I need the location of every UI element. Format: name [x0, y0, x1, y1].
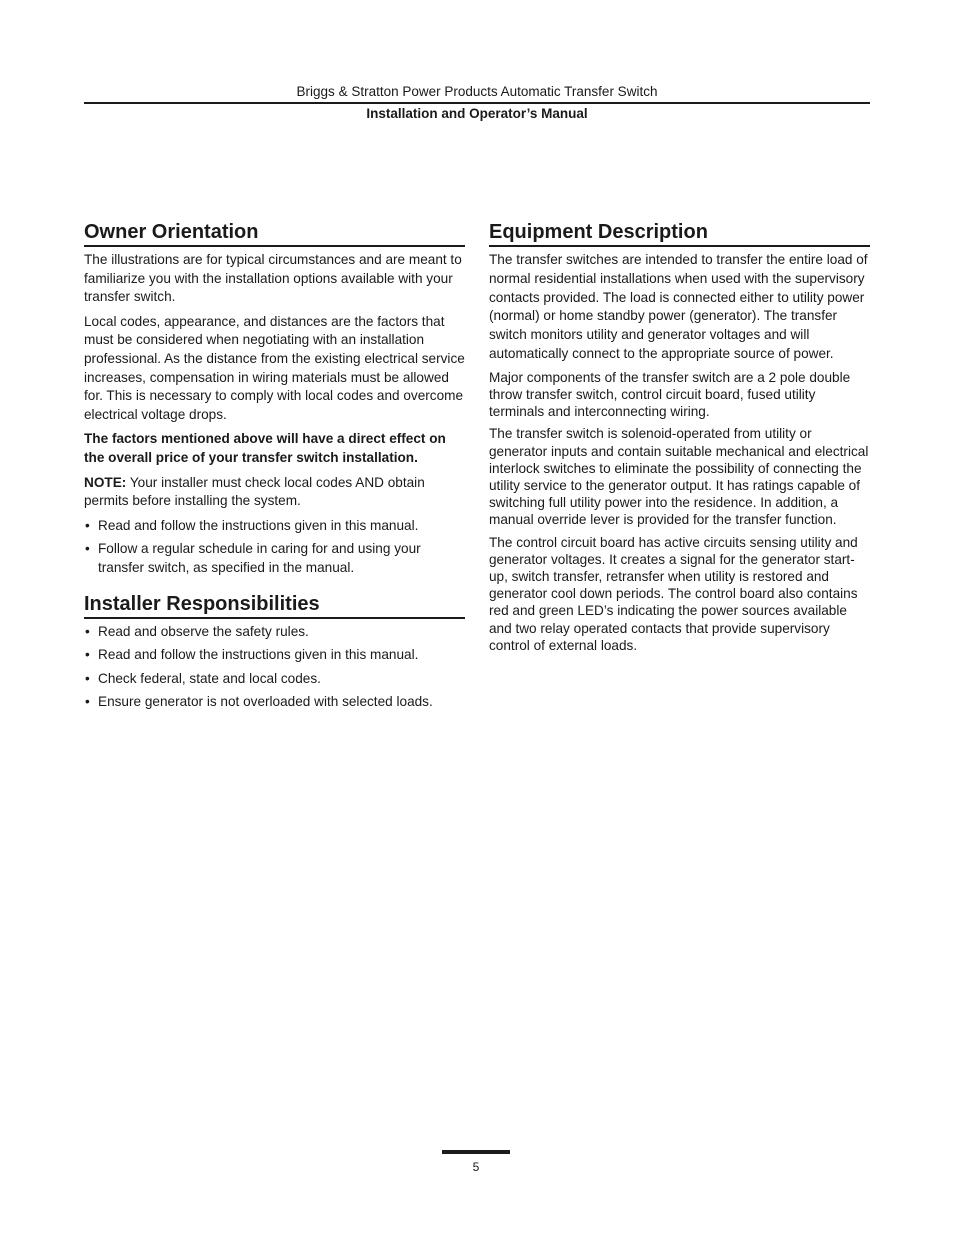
list-item [84, 693, 465, 712]
list-item [84, 517, 465, 536]
bullet-glyph: • [85, 670, 90, 686]
header-manual-title: Installation and Operator’s Manual [366, 106, 588, 121]
equipment-description-paragraph-3: The transfer switch is solenoid-operated from utility or generator inputs and contain suitable mechanical and electrical interlock switches to eliminate the possibility of connecting the utility service to the generator output. It has ratings capable of switching full utility power into the residence. In addition, a manual override lever is provided for the transfer function. [489, 426, 869, 528]
equipment-description-paragraph-1: The transfer switches are intended to transfer the entire load of normal residential installations when used with the supervisory contacts provided. The load is connected either to utility power (normal) or home standby power (generator). The transfer switch monitors utility and generator voltages and will automatically connect to the appropriate source of power. [489, 252, 868, 361]
list-item-text: Read and follow the instructions given in this manual. [98, 647, 419, 663]
bullet-glyph: • [85, 541, 90, 557]
owner-orientation-paragraph-1: The illustrations are for typical circumstances and are meant to familiarize you with the installation options available with your transfer switch. [84, 252, 462, 305]
page-number: 5 [472, 1160, 480, 1174]
equipment-description-paragraph-2: Major components of the transfer switch are a 2 pole double throw transfer switch, control circuit board, fused utility terminals and interconnecting wiring. [489, 369, 851, 420]
owner-orientation-warning: The factors mentioned above will have a direct effect on the overall price of your transfer switch installation. [84, 431, 446, 465]
list-item [84, 540, 465, 577]
owner-orientation-note [84, 474, 465, 511]
installer-responsibilities-list [84, 623, 465, 712]
list-item [84, 623, 465, 642]
list-item [84, 670, 465, 689]
note-label: NOTE: [84, 474, 127, 490]
list-item-text: Read and follow the instructions given in this manual. [98, 517, 419, 533]
left-column [84, 220, 465, 717]
list-item-text: Follow a regular schedule in caring for and using your transfer switch, as specified in the manual. [98, 541, 421, 575]
bullet-glyph: • [85, 517, 90, 533]
installer-responsibilities-heading: Installer Responsibilities [84, 592, 465, 619]
header-product-title: Briggs & Stratton Power Products Automatic Transfer Switch [84, 84, 870, 104]
owner-orientation-list [84, 517, 465, 578]
bullet-glyph: • [85, 647, 90, 663]
equipment-description-paragraph-4: The control circuit board has active circuits sensing utility and generator voltages. It creates a signal for the generator start-up, switch transfer, retransfer when utility is restored and generator cool down periods. The control board also contains red and green LED’s indicating the power sources available and two relay operated contacts that provide supervisory control of external loads. [489, 534, 858, 653]
owner-orientation-paragraph-2: Local codes, appearance, and distances are the factors that must be considered when negotiating with an installation professional. As the distance from the existing electrical service increases, compensation in wiring materials must be allowed for. This is necessary to comply with local codes and overcome electrical voltage drops. [84, 313, 465, 422]
bullet-glyph: • [85, 623, 90, 639]
note-text: Your installer must check local codes AND obtain permits before installing the system. [84, 474, 425, 509]
list-item-text: Ensure generator is not overloaded with selected loads. [98, 694, 433, 710]
owner-orientation-heading: Owner Orientation [84, 220, 465, 247]
list-item-text: Read and observe the safety rules. [98, 623, 309, 639]
list-item-text: Check federal, state and local codes. [98, 670, 321, 686]
footer-rule [442, 1150, 510, 1154]
equipment-description-heading: Equipment Description [489, 220, 870, 247]
list-item [84, 646, 465, 665]
right-column [489, 220, 870, 659]
bullet-glyph: • [85, 694, 90, 710]
page-header [84, 84, 870, 122]
